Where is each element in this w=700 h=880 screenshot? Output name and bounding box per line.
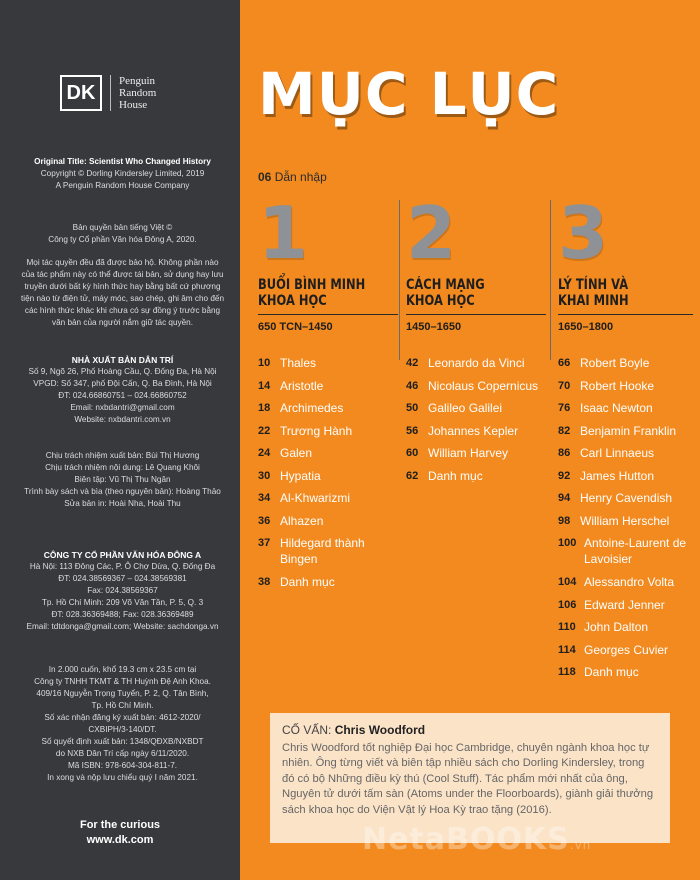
toc-entry-name: James Hutton xyxy=(580,468,655,483)
original-title-block xyxy=(20,156,225,192)
page-title: MỤC LỤC xyxy=(258,60,560,128)
section-number: 3 xyxy=(558,191,609,275)
vn-rights-block xyxy=(20,222,225,246)
toc-entry-name: Antoine-Laurent de Lavoisier xyxy=(584,536,687,566)
section-title-line: KHOA HỌC xyxy=(406,293,475,309)
section-1-header xyxy=(258,191,398,333)
section-rule xyxy=(258,314,398,315)
print-info-line: Số quyết định xuất bản: 1348/QĐXB/NXBDT xyxy=(41,737,204,746)
dk-logo: DK xyxy=(60,75,102,111)
toc-page-number: 34 xyxy=(258,492,271,504)
toc-page-number: 110 xyxy=(558,621,576,633)
publisher-info-line: ĐT: 024.66860751 – 024.66860752 xyxy=(58,391,187,400)
column-divider xyxy=(550,200,551,360)
intro-label: Dẫn nhập xyxy=(274,170,327,184)
toc-page-number: 66 xyxy=(558,357,571,369)
toc-entry-name: Danh mục xyxy=(584,665,639,679)
toc-page-number: 94 xyxy=(558,492,571,504)
toc-entry-name: Danh mục xyxy=(428,468,483,483)
toc-entry xyxy=(258,510,398,533)
toc-entry xyxy=(558,510,698,533)
toc-entry xyxy=(258,375,398,398)
toc-entry xyxy=(558,594,698,617)
watermark-suffix: .vn xyxy=(569,838,592,852)
publisher-block xyxy=(20,354,225,426)
advisor-name: Chris Woodford xyxy=(334,723,426,737)
toc-entry xyxy=(258,535,398,567)
toc-entry xyxy=(258,442,398,465)
toc-entry-name: William Harvey xyxy=(428,446,509,460)
toc-entry-name: Archimedes xyxy=(280,401,344,415)
toc-page-number: 50 xyxy=(406,402,419,414)
toc-entry-name: Robert Hooke xyxy=(580,378,655,393)
toc-page-number: 10 xyxy=(258,357,271,369)
website: www.dk.com xyxy=(86,834,154,846)
toc-page-number: 62 xyxy=(406,469,419,482)
toc-entry xyxy=(558,420,698,443)
toc-entry-name: Leonardo da Vinci xyxy=(428,356,525,370)
toc-page-number: 98 xyxy=(558,514,571,527)
toc-entry-name: Aristotle xyxy=(280,378,324,393)
publisher-line: Penguin xyxy=(119,75,156,87)
section-title-line: LÝ TÍNH VÀ xyxy=(558,277,629,293)
toc-entry xyxy=(558,352,698,375)
rights-notice-text: Mọi tác quyền đều đã được bảo hộ. Không phần nào của tác phẩm này có thể được tái bản, sử dụng hay lưu truyền dưới bất kỳ hình thức hay bằng bất cứ phương tiện nào từ điện tử, máy móc, sao chép, ghi âm cho đến các hình thức khác khi chưa có sự đồng ý trước bằng văn bản của người nắm giữ tác quyền. xyxy=(20,258,225,327)
company-block xyxy=(20,549,225,633)
toc-page-number: 14 xyxy=(258,379,271,392)
toc-page-number: 22 xyxy=(258,424,271,437)
section-title xyxy=(258,277,373,309)
publisher-line: Random xyxy=(119,87,157,99)
copyright-line: Copyright © Dorling Kindersley Limited, 2019 xyxy=(40,169,205,178)
section-number: 1 xyxy=(258,191,309,275)
toc-page-number: 106 xyxy=(558,598,577,611)
toc-entry-name: Hypatia xyxy=(280,468,321,483)
toc-entry-name: Georges Cuvier xyxy=(584,642,669,657)
toc-list-section-2 xyxy=(406,352,551,487)
section-title-line: BUỔI BÌNH MINH xyxy=(258,277,366,293)
toc-page-number: 118 xyxy=(558,666,576,678)
toc-entry-name: Galileo Galilei xyxy=(428,401,503,415)
copyright-line: A Penguin Random House Company xyxy=(55,181,190,190)
company-info-line: Tp. Hồ Chí Minh: 209 Võ Văn Tần, P. 5, Q. 3 xyxy=(41,598,204,607)
toc-entry xyxy=(406,465,551,488)
section-years: 650 TCN–1450 xyxy=(258,321,333,333)
toc-page-number: 86 xyxy=(558,447,571,459)
toc-entry-name: Hildegard thành Bingen xyxy=(280,536,365,566)
section-rule xyxy=(558,314,693,315)
toc-list-section-1 xyxy=(258,352,398,594)
section-title-line: KHOA HỌC xyxy=(258,293,327,309)
toc-page-number: 56 xyxy=(406,424,419,437)
site-watermark xyxy=(362,822,591,857)
toc-page-number: 60 xyxy=(406,447,419,459)
penguin-random-house-wordmark xyxy=(119,75,156,111)
column-divider xyxy=(399,200,400,360)
toc-page-number: 82 xyxy=(558,424,571,437)
credit-line: Sửa bản in: Hoài Nha, Hoài Thu xyxy=(64,499,181,508)
credit-line: Trình bày sách và bìa (theo nguyên bản): Hoàng Thảo xyxy=(24,487,221,496)
toc-entry-name: Edward Jenner xyxy=(584,597,665,612)
credit-line: Biên tập: Vũ Thị Thu Ngân xyxy=(74,475,171,484)
print-info-line: In 2.000 cuốn, khổ 19.3 cm x 23.5 cm tại xyxy=(48,665,197,674)
print-info-line: 409/16 Nguyễn Trọng Tuyển, P. 2, Q. Tân Bình, xyxy=(36,689,209,698)
advisor-bio: Chris Woodford tốt nghiệp Đại học Cambridge, chuyên ngành khoa học tự nhiên. Ông từng viết và biên tập nhiều sách cho Dorling Kindersley, trong đó có bộ Những điều kỳ thú (Cool Stuff). Tác phẩm mới nhất của ông, Nguyên tử dưới tấm sàn (Atoms under the Floorboards), giành giải thưởng sách khoa học do Viện Vật lý Hoa Kỳ trao tặng (2016). xyxy=(282,742,654,816)
toc-entry xyxy=(406,352,551,375)
toc-entry xyxy=(258,352,398,375)
toc-page-number: 104 xyxy=(558,576,577,588)
publisher-line: House xyxy=(119,99,148,111)
toc-entry-name: Al-Khwarizmi xyxy=(280,491,351,505)
section-3-header xyxy=(558,191,693,333)
publisher-info-line: Email: nxbdantri@gmail.com xyxy=(70,403,175,412)
toc-page-number: 76 xyxy=(558,402,571,414)
toc-entry xyxy=(558,397,698,420)
toc-entry-name: Isaac Newton xyxy=(580,401,653,415)
toc-entry xyxy=(258,571,398,594)
publisher-logo xyxy=(60,75,156,111)
toc-entry xyxy=(406,397,551,420)
toc-entry xyxy=(406,375,551,398)
toc-entry xyxy=(558,442,698,465)
vn-rights-line: Bản quyền bản tiếng Việt © xyxy=(72,223,173,232)
toc-entry xyxy=(558,487,698,510)
toc-entry xyxy=(558,535,698,567)
company-info-line: Fax: 024.38569367 xyxy=(87,586,158,595)
toc-entry-name: William Herschel xyxy=(580,513,670,528)
toc-entry-name: Robert Boyle xyxy=(580,356,650,370)
section-title-line: KHAI MINH xyxy=(558,293,629,309)
toc-entry xyxy=(258,420,398,443)
section-rule xyxy=(406,314,546,315)
toc-page-number: 100 xyxy=(558,537,577,549)
toc-entry-name: Henry Cavendish xyxy=(580,491,673,505)
toc-entry-name: Trương Hành xyxy=(280,423,353,438)
company-info-line: Email: tdtdonga@gmail.com; Website: sachdonga.vn xyxy=(26,622,219,631)
toc-entry-name: Thales xyxy=(280,356,317,370)
print-info-line: CXBIPH/3-140/DT. xyxy=(88,725,157,734)
toc-page-number: 114 xyxy=(558,643,576,656)
watermark-text: NetaBOOKS xyxy=(362,822,570,857)
toc-page-number: 92 xyxy=(558,469,571,482)
print-info-line: In xong và nộp lưu chiểu quý I năm 2021. xyxy=(47,773,198,782)
original-title: Original Title: Scientist Who Changed History xyxy=(34,157,211,166)
toc-page-number: 24 xyxy=(258,447,271,459)
publisher-info-line: Số 9, Ngõ 26, Phố Hoàng Cầu, Q. Đống Đa, Hà Nội xyxy=(28,367,217,376)
toc-page-number: 38 xyxy=(258,576,271,588)
print-info-line: do NXB Dân Trí cấp ngày 6/11/2020. xyxy=(55,749,190,758)
section-title-line: CÁCH MẠNG xyxy=(406,277,485,293)
toc-entry xyxy=(406,420,551,443)
toc-entry xyxy=(558,616,698,639)
publisher-name: NHÀ XUẤT BẢN DÂN TRÍ xyxy=(71,355,174,365)
intro-page: 06 xyxy=(258,170,272,184)
logo-divider xyxy=(110,75,111,111)
credit-line: Chịu trách nhiệm nội dung: Lê Quang Khôi xyxy=(45,463,200,472)
company-name: CÔNG TY CỔ PHẦN VĂN HÓA ĐÔNG A xyxy=(43,550,202,560)
toc-entry xyxy=(558,661,698,684)
section-title xyxy=(558,277,669,309)
section-title xyxy=(406,277,521,309)
print-info-line: Số xác nhận đăng ký xuất bản: 4612-2020/ xyxy=(44,713,201,722)
vn-rights-line: Công ty Cổ phần Văn hóa Đông A, 2020. xyxy=(48,235,197,244)
section-years: 1450–1650 xyxy=(406,321,462,333)
advisor-heading xyxy=(282,723,658,737)
toc-entry xyxy=(558,571,698,594)
toc-page-number: 30 xyxy=(258,469,271,482)
advisor-label: CỐ VẤN: xyxy=(282,723,332,737)
toc-entry-name: Alessandro Volta xyxy=(584,575,675,589)
print-info-block xyxy=(20,664,225,784)
toc-entry-name: Nicolaus Copernicus xyxy=(428,378,539,393)
publisher-info-line: VPGD: Số 347, phố Đội Cấn, Q. Ba Đình, Hà Nội xyxy=(33,379,212,388)
section-number: 2 xyxy=(406,191,457,275)
toc-page-number: 36 xyxy=(258,514,271,527)
section-2-header xyxy=(406,191,546,333)
toc-entry-name: Benjamin Franklin xyxy=(580,423,677,438)
print-info-line: Tp. Hồ Chí Minh. xyxy=(91,701,154,710)
toc-entry xyxy=(258,487,398,510)
toc-entry-name: Johannes Kepler xyxy=(428,423,519,438)
company-info-line: ĐT: 028.36369488; Fax: 028.36369489 xyxy=(51,610,194,619)
toc-page-number: 70 xyxy=(558,379,571,392)
toc-entry xyxy=(558,375,698,398)
toc-entry xyxy=(406,442,551,465)
print-info-line: Công ty TNHH TKMT & TH Huỳnh Đệ Anh Khoa. xyxy=(34,677,211,686)
toc-page-number: 18 xyxy=(258,402,271,414)
imprint-panel xyxy=(0,0,240,880)
tagline: For the curious xyxy=(79,819,161,831)
toc-entry-name: Galen xyxy=(280,446,313,460)
toc-entry xyxy=(258,465,398,488)
rights-notice xyxy=(20,257,225,329)
publisher-info-line: Website: nxbdantri.com.vn xyxy=(74,415,171,424)
toc-entry xyxy=(558,639,698,662)
toc-page-number: 42 xyxy=(406,357,419,369)
toc-list-section-3 xyxy=(558,352,698,684)
credit-line: Chịu trách nhiệm xuất bản: Bùi Thị Hương xyxy=(45,451,200,460)
tagline-block xyxy=(60,818,180,848)
toc-entry-name: Carl Linnaeus xyxy=(580,446,655,460)
toc-entry xyxy=(558,465,698,488)
company-info-line: Hà Nội: 113 Đông Các, P. Ô Chợ Dừa, Q. Đống Đa xyxy=(29,562,216,571)
section-years: 1650–1800 xyxy=(558,321,614,333)
toc-page-number: 46 xyxy=(406,379,419,392)
toc-entry-name: Danh mục xyxy=(280,575,335,589)
toc-entry-name: John Dalton xyxy=(584,620,649,634)
toc-page-number: 37 xyxy=(258,537,271,549)
print-info-line: Mã ISBN: 978-604-304-811-7. xyxy=(67,761,178,770)
intro-entry xyxy=(258,170,327,184)
company-info-line: ĐT: 024.38569367 – 024.38569381 xyxy=(58,574,187,583)
toc-entry-name: Alhazen xyxy=(280,513,324,528)
toc-entry xyxy=(258,397,398,420)
credits-block xyxy=(20,450,225,510)
